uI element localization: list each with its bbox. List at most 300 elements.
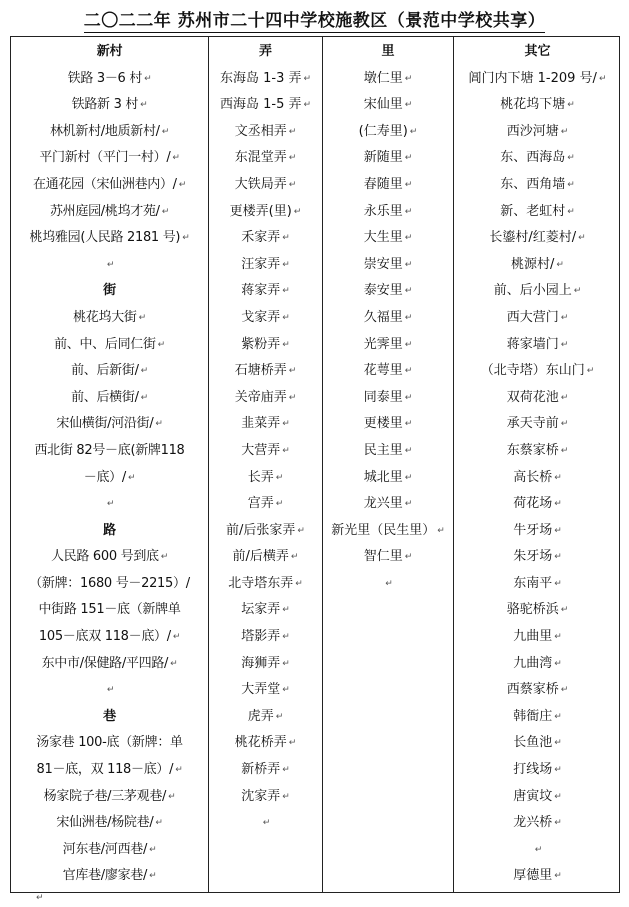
paragraph-mark: ↵ [404,259,413,270]
list-item [209,252,322,279]
paragraph-mark: ↵ [282,685,290,696]
paragraph-mark: ↵ [295,578,303,589]
item-text: 海狮弄 [241,655,281,671]
list-item [454,358,621,385]
list-item [454,544,621,571]
list-item [323,491,453,518]
item-text: 永乐里 [363,203,403,219]
item-text: 龙兴里 [363,496,403,512]
paragraph-mark: ↵ [282,419,290,430]
list-item [209,199,322,226]
column-header [454,39,621,66]
column-header [323,39,453,66]
paragraph-mark: ↵ [578,233,586,244]
list-item [11,837,208,864]
paragraph-mark: ↵ [275,499,284,510]
item-text: 桃花桥弄 [234,735,287,751]
list-item [209,571,322,598]
paragraph-mark: ↵ [586,366,595,377]
item-text: 蒋家墙门 [506,336,559,352]
paragraph-mark: ↵ [554,499,562,510]
paragraph-mark: ↵ [404,312,413,323]
item-text: 河东巷/河西巷/ [62,841,148,857]
list-item [454,145,621,172]
paragraph-mark: ↵ [560,419,569,430]
item-text: 九曲里 [513,629,553,645]
item-text: 西蔡家桥 [506,682,559,698]
paragraph-mark: ↵ [554,632,562,643]
list-item [11,544,208,571]
item-text: 虎弄 [247,708,274,724]
list-item [209,278,322,305]
paragraph-mark: ↵ [404,366,413,377]
paragraph-mark: ↵ [404,179,413,190]
item-text: 苏州庭园/桃坞才苑/ [49,203,160,219]
list-item [11,677,208,704]
item-text: 前、后新街/ [71,363,139,379]
item-text: 墩仁里 [363,70,403,86]
list-item [209,704,322,731]
list-item [11,66,208,93]
list-item [209,784,322,811]
paragraph-mark: ↵ [404,286,413,297]
paragraph-mark: ↵ [404,392,413,403]
item-text: 戈家弄 [241,309,281,325]
paragraph-mark: ↵ [567,100,575,111]
paragraph-mark: ↵ [288,392,297,403]
list-item [323,66,453,93]
list-item [323,305,453,332]
district-table [10,36,620,893]
paragraph-mark: ↵ [534,844,543,855]
item-text: 蒋家弄 [241,283,281,299]
paragraph-mark: ↵ [161,206,169,217]
list-item [11,145,208,172]
item-text: 久福里 [363,309,403,325]
list-item [454,278,621,305]
section-heading [11,278,208,305]
paragraph-mark: ↵ [554,738,562,749]
item-text: 桃花坞下塘 [500,97,566,113]
item-text: 平门新村（平门一村）/ [39,150,171,166]
list-item [454,518,621,545]
paragraph-mark: ↵ [288,179,297,190]
list-item [454,863,621,890]
paragraph-mark: ↵ [282,312,290,323]
section-heading [11,518,208,545]
list-item [454,465,621,492]
item-text: 东、西海岛 [500,150,566,166]
item-text: 杨家院子巷/三茅观巷/ [43,788,167,804]
item-text: 前、后小园上 [493,283,572,299]
paragraph-mark: ↵ [282,632,290,643]
list-item [454,438,621,465]
paragraph-mark: ↵ [554,765,562,776]
list-item [11,624,208,651]
list-item [209,145,322,172]
item-text: 九曲湾 [513,655,553,671]
paragraph-mark: ↵ [554,818,562,829]
paragraph-mark: ↵ [404,206,413,217]
item-text: 牛牙场 [513,522,553,538]
paragraph-mark: ↵ [554,578,562,589]
paragraph-mark: ↵ [554,552,562,563]
paragraph-mark: ↵ [36,893,44,903]
paragraph-mark: ↵ [282,791,290,802]
item-text: 东南平 [513,575,553,591]
item-text: 新、老虹村 [500,203,566,219]
paragraph-mark: ↵ [290,552,299,563]
paragraph-mark: ↵ [297,525,305,536]
item-text: 坛家弄 [241,602,281,618]
list-item [11,757,208,784]
item-text: 大铁局弄 [234,176,287,192]
paragraph-mark: ↵ [554,871,562,882]
list-item [454,305,621,332]
list-item [209,465,322,492]
list-item [454,385,621,412]
item-text: 宋仙横街/河沿街/ [56,416,154,432]
paragraph-mark: ↵ [160,552,169,563]
item-text: 官库巷/廖家巷/ [62,868,148,884]
item-text: 宋仙里 [363,97,403,113]
paragraph-mark: ↵ [567,153,575,164]
item-text: 厚德里 [513,868,553,884]
item-text: 双荷花池 [506,389,559,405]
item-text: 大营弄 [241,442,281,458]
paragraph-mark: ↵ [282,233,290,244]
list-item [323,92,453,119]
item-text: （新牌：1680 号－2215）/ [29,575,190,591]
paragraph-mark: ↵ [404,73,413,84]
item-text: 人民路 600 号到底 [50,549,159,565]
paragraph-mark: ↵ [106,259,115,270]
paragraph-mark: ↵ [560,445,569,456]
paragraph-mark: ↵ [409,126,418,137]
paragraph-mark: ↵ [178,179,187,190]
item-text: 铁路新 3 村 [71,97,139,113]
list-item [11,199,208,226]
item-text: 宫弄 [247,496,274,512]
item-text: 承天寺前 [506,416,559,432]
list-item [323,278,453,305]
list-item [323,385,453,412]
title-text: 二〇二二年 苏州市二十四中学校施教区（景范中学校共享） [84,6,545,33]
column-lines [11,37,208,890]
paragraph-mark: ↵ [560,126,569,137]
list-item [454,677,621,704]
item-text: 前/后横弄 [232,549,289,565]
item-text: 更楼里 [363,416,403,432]
item-text: 文丞相弄 [234,123,287,139]
item-text: （北寺塔）东山门 [480,363,585,379]
item-text: 81－底，双 118－底）/ [36,762,174,778]
list-item [454,66,621,93]
column-villages [11,37,209,892]
list-item [323,252,453,279]
list-item [454,92,621,119]
item-text: 东混堂弄 [234,150,287,166]
list-item [454,491,621,518]
item-text: 西北街 82号－底(新牌118 [34,442,185,458]
paragraph-mark: ↵ [282,445,290,456]
item-text: 在通花园（宋仙洲巷内）/ [32,176,177,192]
list-item [454,757,621,784]
paragraph-mark: ↵ [140,100,148,111]
list-item [454,624,621,651]
item-text: 石塘桥弄 [234,363,287,379]
item-text: 桃源村/ [511,256,555,272]
list-item [454,704,621,731]
list-item [11,305,208,332]
list-item [454,571,621,598]
list-item [454,730,621,757]
column-others [454,37,621,892]
list-item [11,651,208,678]
item-text: 长弄 [247,469,274,485]
item-text: 城北里 [363,469,403,485]
item-text: 里 [381,44,395,59]
list-item [209,92,322,119]
column-lines [323,37,453,597]
paragraph-mark: ↵ [560,605,569,616]
item-text: 宋仙洲巷/杨院巷/ [56,815,154,831]
paragraph-mark: ↵ [404,233,413,244]
column-header [209,39,322,66]
list-item [209,438,322,465]
column-header [11,39,208,66]
item-text: 朱牙场 [513,549,553,565]
column-lines [454,37,621,890]
list-item [454,225,621,252]
paragraph-mark: ↵ [560,312,569,323]
list-item [209,730,322,757]
list-item [323,332,453,359]
list-item [209,677,322,704]
item-text: 崇安里 [363,256,403,272]
item-text: 巷 [103,708,116,724]
list-item [323,465,453,492]
paragraph-mark: ↵ [554,472,562,483]
item-text: 大弄堂 [241,682,281,698]
list-item [454,332,621,359]
item-text: 东中市/保健路/平四路/ [41,655,169,671]
paragraph-mark: ↵ [155,419,163,430]
paragraph-mark: ↵ [404,445,413,456]
paragraph-mark: ↵ [404,339,413,350]
paragraph-mark: ↵ [554,658,562,669]
paragraph-mark: ↵ [303,73,312,84]
item-text: 西大营门 [506,309,559,325]
item-text: 紫粉弄 [241,336,281,352]
list-item [209,518,322,545]
list-item [454,651,621,678]
paragraph-mark: ↵ [149,871,157,882]
item-text: 智仁里 [363,549,403,565]
paragraph-mark: ↵ [282,605,290,616]
list-item [323,544,453,571]
list-item [454,199,621,226]
list-item [11,465,208,492]
paragraph-mark: ↵ [554,791,562,802]
paragraph-mark: ↵ [404,153,413,164]
paragraph-mark: ↵ [404,472,413,483]
paragraph-mark: ↵ [404,419,413,430]
item-text: 韭菜弄 [241,416,281,432]
item-text: 林机新村/地质新村/ [49,123,160,139]
list-item [11,491,208,518]
list-item [11,438,208,465]
item-text: 汪家弄 [241,256,281,272]
paragraph-mark: ↵ [175,765,183,776]
item-text: 新随里 [363,150,403,166]
list-item [11,358,208,385]
list-item [11,92,208,119]
item-text: 105－底双 118－底）/ [38,629,171,645]
item-text: 东、西角墙 [500,176,566,192]
item-text: 光霁里 [363,336,403,352]
item-text: 东蔡家桥 [506,442,559,458]
list-item [11,225,208,252]
paragraph-mark: ↵ [262,818,271,829]
column-li [323,37,454,892]
item-text: 龙兴桥 [513,815,553,831]
list-item [454,784,621,811]
item-text: 东海岛 1-3 弄 [219,70,302,86]
paragraph-mark: ↵ [155,818,163,829]
item-text: 其它 [524,44,551,59]
paragraph-mark: ↵ [567,206,575,217]
paragraph-mark: ↵ [282,658,290,669]
paragraph-mark: ↵ [282,259,290,270]
paragraph-mark: ↵ [282,286,290,297]
list-item [209,225,322,252]
list-item [11,411,208,438]
list-item [11,119,208,146]
list-item [323,358,453,385]
list-item [454,411,621,438]
paragraph-mark: ↵ [144,73,152,84]
item-text: 花萼里 [363,363,403,379]
list-item [11,332,208,359]
item-text: 中街路 151－底（新牌单 [38,602,181,618]
list-item [209,491,322,518]
item-text: 唐寅坟 [513,788,553,804]
item-text: 关帝庙弄 [234,389,287,405]
column-lines [209,37,322,837]
paragraph-mark: ↵ [282,339,290,350]
list-item [323,199,453,226]
paragraph-mark: ↵ [127,472,136,483]
list-item [323,518,453,545]
paragraph-mark: ↵ [598,73,607,84]
item-text: 同泰里 [363,389,403,405]
list-item [209,119,322,146]
paragraph-mark: ↵ [140,392,148,403]
paragraph-mark: ↵ [385,578,393,589]
item-text: 桃花坞大街 [73,309,137,325]
list-item [323,145,453,172]
list-item [11,810,208,837]
item-text: 韩衙庄 [513,708,553,724]
item-text: 西沙河塘 [506,123,559,139]
item-text: 前、后横街/ [71,389,139,405]
list-item [11,784,208,811]
item-text: 前、中、后同仁街 [54,336,156,352]
item-text: 路 [103,522,116,538]
item-text: 新村 [96,44,123,59]
list-item [209,757,322,784]
item-text: 塔影弄 [241,629,281,645]
paragraph-mark: ↵ [106,499,115,510]
paragraph-mark: ↵ [106,685,115,696]
paragraph-mark: ↵ [404,499,413,510]
list-item [323,119,453,146]
list-item [209,358,322,385]
item-text: 高长桥 [513,469,553,485]
list-item [209,624,322,651]
list-item [209,651,322,678]
list-item [209,597,322,624]
list-item [11,597,208,624]
item-text: 禾家弄 [241,230,281,246]
paragraph-mark: ↵ [157,339,165,350]
item-text: 民主里 [363,442,403,458]
paragraph-mark: ↵ [437,525,445,536]
list-item [454,810,621,837]
paragraph-mark: ↵ [560,339,569,350]
list-item [209,172,322,199]
paragraph-mark: ↵ [404,100,413,111]
list-item [11,730,208,757]
paragraph-mark: ↵ [275,711,284,722]
paragraph-mark: ↵ [170,658,178,669]
paragraph-mark: ↵ [275,472,284,483]
list-item [209,66,322,93]
item-text: 西海岛 1-5 弄 [219,97,302,113]
paragraph-mark: ↵ [554,711,562,722]
paragraph-mark: ↵ [293,206,302,217]
paragraph-mark: ↵ [168,791,176,802]
item-text: 北寺塔东弄 [228,575,294,591]
item-text: (仁寿里) [358,123,408,139]
item-text: 荷花场 [513,496,553,512]
list-item [209,332,322,359]
paragraph-mark: ↵ [140,366,148,377]
item-text: 桃坞雅园(人民路 2181 号) [29,230,181,246]
paragraph-mark: ↵ [172,632,181,643]
paragraph-mark: ↵ [288,153,297,164]
list-item [454,172,621,199]
paragraph-mark: ↵ [556,259,564,270]
item-text: 长鱼池 [513,735,553,751]
list-item [11,172,208,199]
paragraph-mark: ↵ [149,844,157,855]
paragraph-mark: ↵ [567,179,575,190]
item-text: 骆驼桥浜 [506,602,559,618]
paragraph-mark: ↵ [172,153,180,164]
paragraph-mark: ↵ [554,525,562,536]
list-item [209,385,322,412]
item-text: 春随里 [363,176,403,192]
list-item [11,571,208,598]
item-text: 更楼弄(里) [229,203,292,219]
paragraph-mark: ↵ [288,738,297,749]
item-text: 阊门内下塘 1-209 号/ [468,70,597,86]
paragraph-mark: ↵ [288,126,297,137]
item-text: 街 [103,283,116,299]
paragraph-mark: ↵ [560,392,569,403]
